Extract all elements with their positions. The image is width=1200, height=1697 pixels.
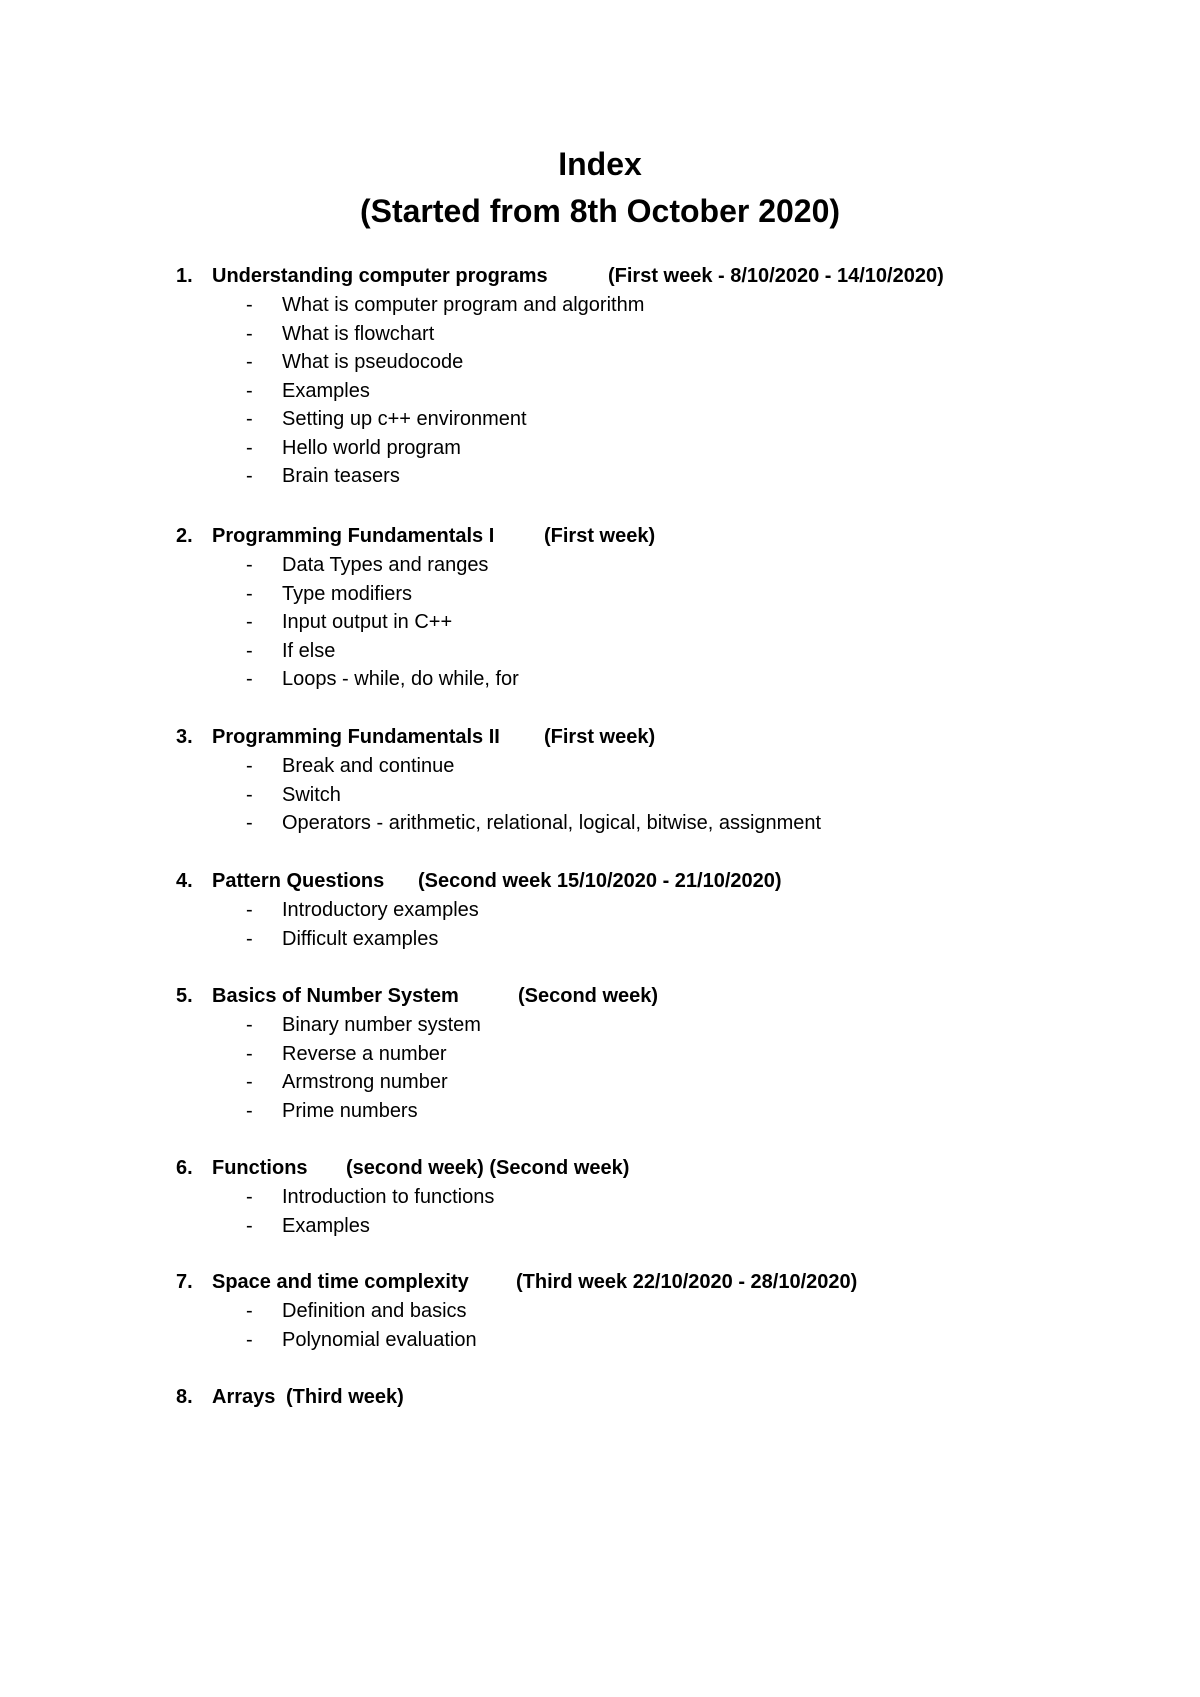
topic-label: Operators - arithmetic, relational, logical, bitwise, assignment [282, 812, 822, 834]
section-week: (Third week 22/10/2020 - 28/10/2020) [516, 1271, 858, 1293]
topic-label: If else [282, 639, 336, 662]
topic-label: Brain teasers [282, 465, 400, 487]
topic-label: Break and continue [282, 755, 455, 777]
topic-label: Reverse a number [282, 1042, 447, 1065]
section-title: Arrays [212, 1386, 276, 1408]
bullet-dash: - [246, 611, 253, 633]
bullet-dash: - [246, 554, 253, 576]
section-number: 3. [176, 726, 193, 748]
page-title: Index [558, 146, 642, 182]
topic-label: Hello world program [282, 436, 461, 459]
bullet-dash: - [246, 1328, 253, 1351]
bullet-dash: - [246, 1042, 253, 1065]
section-week: (First week - 8/10/2020 - 14/10/2020) [608, 265, 944, 287]
topic-label: Prime numbers [282, 1099, 418, 1122]
bullet-dash: - [246, 465, 253, 487]
topic-label: Difficult examples [282, 927, 439, 950]
topic-label: Definition and basics [282, 1300, 467, 1322]
page-subtitle: (Started from 8th October 2020) [359, 193, 841, 229]
topic-label: What is flowchart [282, 322, 435, 345]
section-number: 8. [176, 1386, 193, 1408]
section-title: Basics of Number System [212, 985, 459, 1007]
section-title: Pattern Questions [212, 870, 385, 892]
bullet-dash: - [246, 1300, 253, 1322]
section-week: (second week) (Second week) [346, 1157, 630, 1179]
section-week: (Second week 15/10/2020 - 21/10/2020) [418, 870, 782, 892]
topic-label: Input output in C++ [282, 611, 453, 633]
section-week: (Third week) [286, 1386, 404, 1408]
topic-label: Polynomial evaluation [282, 1328, 477, 1351]
topic-label: Setting up c++ environment [282, 408, 527, 430]
bullet-dash: - [246, 755, 253, 777]
topic-label: Introductory examples [282, 899, 479, 921]
topic-label: What is pseudocode [282, 351, 464, 373]
topic-label: Introduction to functions [282, 1186, 495, 1208]
bullet-dash: - [246, 927, 253, 950]
section-title: Programming Fundamentals I [212, 525, 495, 547]
bullet-dash: - [246, 1099, 253, 1122]
section-title: Programming Fundamentals II [212, 726, 500, 748]
section-week: (First week) [544, 726, 656, 748]
topic-label: Binary number system [282, 1014, 481, 1036]
section-number: 6. [176, 1157, 193, 1179]
section-number: 5. [176, 985, 193, 1007]
bullet-dash: - [246, 351, 253, 373]
bullet-dash: - [246, 379, 253, 402]
topic-label: Type modifiers [282, 582, 413, 605]
section-number: 2. [176, 525, 193, 547]
topic-label: Loops - while, do while, for [282, 668, 519, 690]
bullet-dash: - [246, 436, 253, 459]
bullet-dash: - [246, 783, 253, 806]
bullet-dash: - [246, 1214, 253, 1237]
section-title: Space and time complexity [212, 1271, 469, 1293]
bullet-dash: - [246, 668, 253, 690]
section-title: Functions [212, 1157, 308, 1179]
bullet-dash: - [246, 582, 253, 605]
topic-label: Examples [282, 379, 370, 402]
section-week: (Second week) [518, 985, 659, 1007]
bullet-dash: - [246, 322, 253, 345]
bullet-dash: - [246, 1014, 253, 1036]
topic-label: Switch [282, 783, 341, 806]
topic-label: Examples [282, 1214, 370, 1237]
topic-label: Armstrong number [282, 1071, 448, 1093]
topic-label: Data Types and ranges [282, 554, 489, 576]
bullet-dash: - [246, 899, 253, 921]
bullet-dash: - [246, 1071, 253, 1093]
section-title: Understanding computer programs [212, 265, 548, 287]
section-number: 4. [176, 870, 193, 892]
section-number: 1. [176, 265, 193, 287]
bullet-dash: - [246, 408, 253, 430]
bullet-dash: - [246, 294, 253, 316]
bullet-dash: - [246, 639, 253, 662]
section-number: 7. [176, 1271, 193, 1293]
section-week: (First week) [544, 525, 656, 547]
topic-label: What is computer program and algorithm [282, 294, 645, 316]
bullet-dash: - [246, 812, 253, 834]
bullet-dash: - [246, 1186, 253, 1208]
